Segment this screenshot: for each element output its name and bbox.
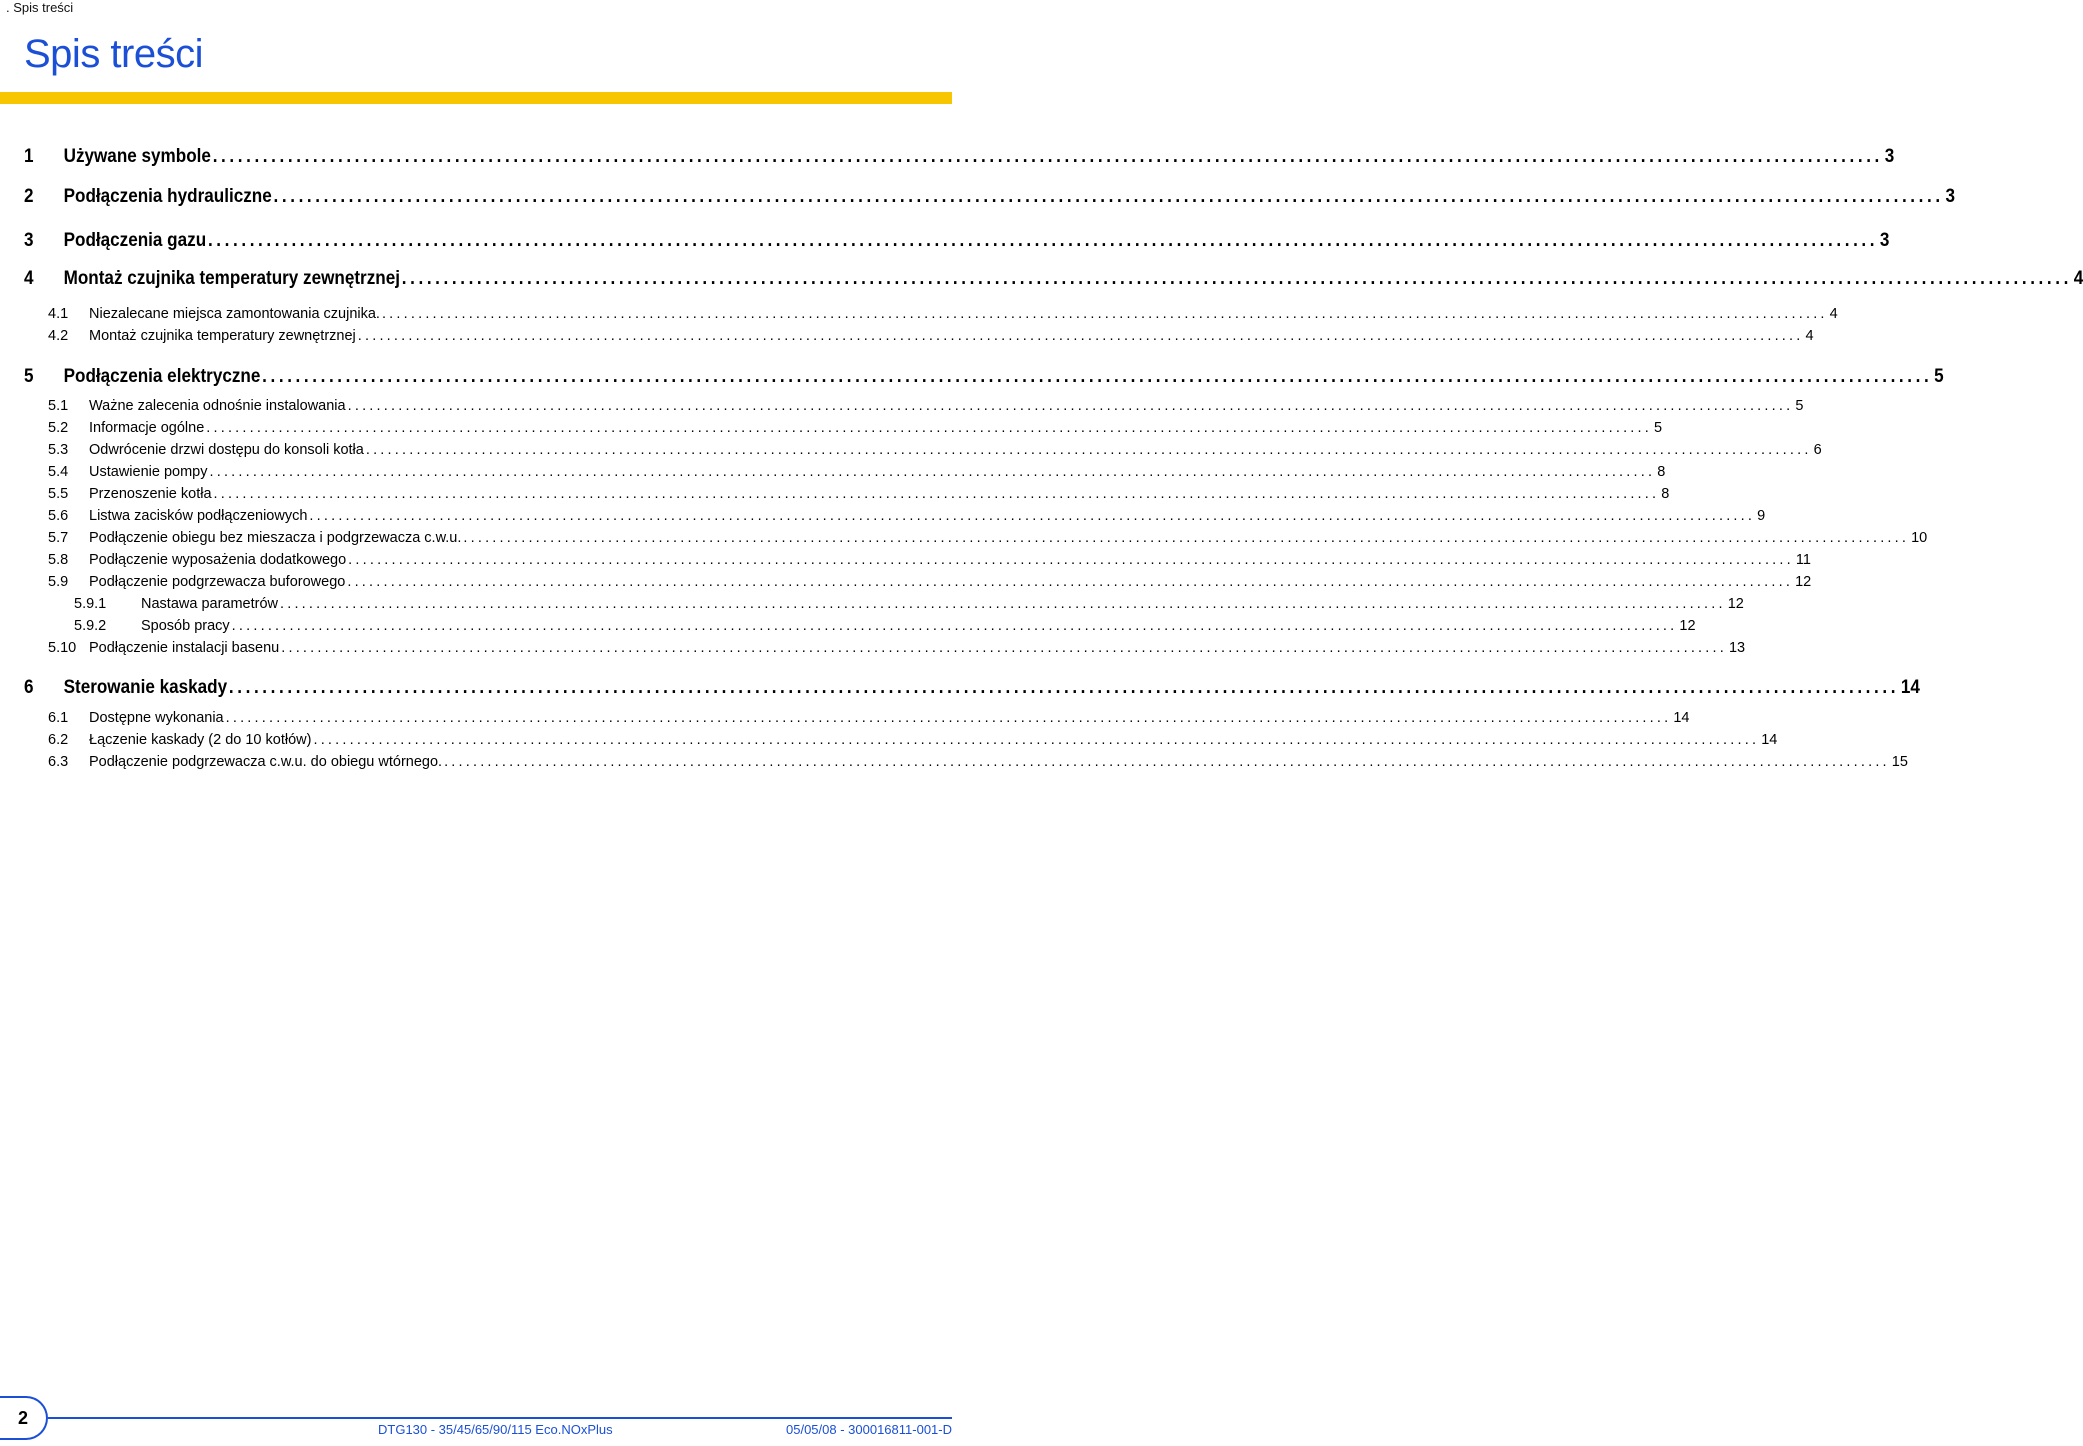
toc-entry-number: 5.1 [48, 398, 69, 414]
toc-entry-number: 5.8 [48, 552, 69, 568]
toc-entry-label: Dostępne wykonania [89, 710, 224, 726]
toc-entry-number: 1 [24, 146, 34, 167]
toc-entry-page: 3 [1879, 230, 1890, 251]
toc-entry-number: 5.7 [48, 530, 69, 546]
toc-entry-page: 12 [1795, 574, 1812, 590]
toc-entry-number: 4.1 [48, 306, 69, 322]
toc-entry[interactable] [48, 306, 1838, 322]
footer-rule [48, 1417, 952, 1419]
toc-entry-label: Nastawa parametrów [141, 596, 278, 612]
toc-leader-dots: ........................................................................................................................................................................................................ [281, 640, 1727, 656]
toc-entry-label: Niezalecane miejsca zamontowania czujnika. [89, 306, 380, 322]
toc-entry[interactable] [48, 508, 1766, 524]
toc-entry-number: 6.2 [48, 732, 69, 748]
toc-leader-dots: ........................................................................................................................................................................................................ [357, 328, 1804, 344]
toc-entry-number: 3 [24, 230, 34, 251]
toc-leader-dots: ........................................................................................................................................................................................................ [262, 366, 1933, 387]
page-title: Spis treści [24, 32, 203, 76]
running-header: . Spis treści [6, 0, 74, 15]
toc-entry-page: 4 [1829, 306, 1838, 322]
toc-entry-label: Podłączenia hydrauliczne [63, 186, 272, 207]
toc-leader-dots: ........................................................................................................................................................................................................ [463, 530, 1910, 546]
toc-entry[interactable] [48, 530, 1928, 546]
toc-entry-number: 5.9.2 [74, 618, 107, 634]
toc-leader-dots: ........................................................................................................................................................................................................ [206, 420, 1652, 436]
toc-entry-number: 5.3 [48, 442, 69, 458]
title-accent-bar [0, 92, 952, 104]
toc-entry[interactable] [24, 146, 1895, 168]
toc-entry-page: 14 [1673, 710, 1690, 726]
toc-entry-label: Podłączenie podgrzewacza buforowego [89, 574, 346, 590]
toc-leader-dots: ........................................................................................................................................................................................................ [209, 464, 1656, 480]
toc-leader-dots: ........................................................................................................................................................................................................ [401, 268, 2072, 289]
toc-entry-number: 6.1 [48, 710, 69, 726]
toc-leader-dots: ........................................................................................................................................................................................................ [309, 508, 1756, 524]
toc-entry-page: 5 [1795, 398, 1804, 414]
toc-entry-label: Podłączenia gazu [63, 230, 207, 251]
toc-entry-page: 14 [1900, 677, 1920, 698]
toc-entry-page: 8 [1657, 464, 1666, 480]
toc-entry-label: Sposób pracy [141, 618, 230, 634]
toc-entry-label: Podłączenie instalacji basenu [89, 640, 280, 656]
toc-entry-label: Ważne zalecenia odnośnie instalowania [89, 398, 346, 414]
toc-leader-dots: ........................................................................................................................................................................................................ [313, 732, 1760, 748]
toc-entry-label: Informacje ogólne [89, 420, 205, 436]
toc-entry-label: Podłączenie podgrzewacza c.w.u. do obiegu wtórnego. [89, 754, 443, 770]
toc-entry-page: 3 [1945, 186, 1956, 207]
toc-entry-number: 6.3 [48, 754, 69, 770]
toc-entry-label: Przenoszenie kotła [89, 486, 212, 502]
toc-entry-page: 4 [2073, 268, 2083, 289]
toc-entry-page: 10 [1911, 530, 1928, 546]
toc-entry[interactable] [24, 677, 1920, 699]
toc-entry-number: 4.2 [48, 328, 69, 344]
toc-entry-page: 3 [1884, 146, 1895, 167]
toc-entry[interactable] [48, 732, 1778, 748]
toc-entry-number: 2 [24, 186, 34, 207]
toc-entry-page: 15 [1891, 754, 1908, 770]
toc-leader-dots: ........................................................................................................................................................................................................ [381, 306, 1828, 322]
toc-entry-label: Sterowanie kaskady [63, 677, 228, 698]
toc-leader-dots: ........................................................................................................................................................................................................ [347, 574, 1794, 590]
toc-entry-number: 4 [24, 268, 34, 289]
toc-entry-label: Montaż czujnika temperatury zewnętrznej [89, 328, 356, 344]
toc-leader-dots: ........................................................................................................................................................................................................ [207, 230, 1879, 251]
toc-entry[interactable] [48, 574, 1812, 590]
toc-entry-number: 5.10 [48, 640, 77, 656]
toc-entry-label: Odwrócenie drzwi dostępu do konsoli kotła [89, 442, 364, 458]
toc-entry[interactable] [48, 398, 1804, 414]
toc-entry[interactable] [48, 552, 1811, 568]
toc-entry[interactable] [48, 486, 1670, 502]
toc-entry-page: 5 [1934, 366, 1944, 387]
toc-entry[interactable] [48, 420, 1663, 436]
toc-entry-page: 8 [1661, 486, 1670, 502]
toc-leader-dots: ........................................................................................................................................................................................................ [348, 552, 1794, 568]
toc-entry-label: Łączenie kaskady (2 do 10 kotłów) [89, 732, 312, 748]
toc-entry-page: 6 [1813, 442, 1822, 458]
toc-entry-number: 5 [24, 366, 34, 387]
toc-leader-dots: ........................................................................................................................................................................................................ [273, 186, 1944, 207]
toc-leader-dots: ........................................................................................................................................................................................................ [347, 398, 1794, 414]
toc-entry[interactable] [48, 328, 1814, 344]
toc-entry[interactable] [48, 640, 1746, 656]
toc-entry-page: 13 [1728, 640, 1746, 656]
toc-entry-label: Listwa zacisków podłączeniowych [89, 508, 308, 524]
page-number-tab [0, 1396, 48, 1440]
toc-leader-dots: ........................................................................................................................................................................................................ [212, 146, 1883, 167]
footer-reference: 05/05/08 - 300016811-001-D [786, 1422, 952, 1437]
toc-entry[interactable] [74, 596, 1744, 612]
toc-entry-number: 5.9.1 [74, 596, 107, 612]
toc-entry-page: 5 [1653, 420, 1663, 436]
toc-entry-number: 5.9 [48, 574, 69, 590]
toc-entry[interactable] [24, 366, 1944, 388]
toc-leader-dots: ........................................................................................................................................................................................................ [213, 486, 1660, 502]
toc-leader-dots: ........................................................................................................................................................................................................ [444, 754, 1890, 770]
toc-entry[interactable] [48, 754, 1908, 770]
toc-entry[interactable] [24, 230, 1890, 252]
toc-entry-number: 5.5 [48, 486, 69, 502]
toc-leader-dots: ........................................................................................................................................................................................................ [231, 618, 1678, 634]
toc-entry-page: 14 [1761, 732, 1778, 748]
toc-entry-label: Podłączenie obiegu bez mieszacza i podgrzewacza c.w.u. [89, 530, 462, 546]
toc-leader-dots: ........................................................................................................................................................................................................ [228, 677, 1900, 698]
toc-entry-label: Ustawienie pompy [89, 464, 208, 480]
toc-entry[interactable] [48, 464, 1666, 480]
toc-entry-number: 6 [24, 677, 34, 698]
toc-entry-page: 12 [1727, 596, 1744, 612]
toc-entry-label: Podłączenia elektryczne [63, 366, 261, 387]
toc-leader-dots: ........................................................................................................................................................................................................ [225, 710, 1672, 726]
toc-entry-number: 5.4 [48, 464, 69, 480]
toc-entry-page: 12 [1679, 618, 1696, 634]
toc-entry[interactable] [74, 618, 1696, 634]
toc-entry-page: 4 [1805, 328, 1814, 344]
toc-entry[interactable] [48, 442, 1822, 458]
toc-entry-page: 11 [1795, 552, 1811, 568]
toc-entry-number: 5.6 [48, 508, 69, 524]
toc-entry[interactable] [24, 186, 1956, 208]
toc-leader-dots: ........................................................................................................................................................................................................ [365, 442, 1812, 458]
toc-entry-page: 9 [1757, 508, 1766, 524]
toc-entry-label: Podłączenie wyposażenia dodatkowego [89, 552, 347, 568]
toc-entry-label: Używane symbole [63, 146, 211, 167]
footer-model: DTG130 - 35/45/65/90/115 Eco.NOxPlus [378, 1422, 613, 1437]
toc-leader-dots: ........................................................................................................................................................................................................ [280, 596, 1726, 612]
toc-entry-number: 5.2 [48, 420, 69, 436]
page-number: 2 [17, 1407, 28, 1428]
toc-entry-label: Montaż czujnika temperatury zewnętrznej [63, 268, 400, 289]
toc-entry[interactable] [48, 710, 1690, 726]
toc-entry[interactable] [24, 268, 2083, 290]
